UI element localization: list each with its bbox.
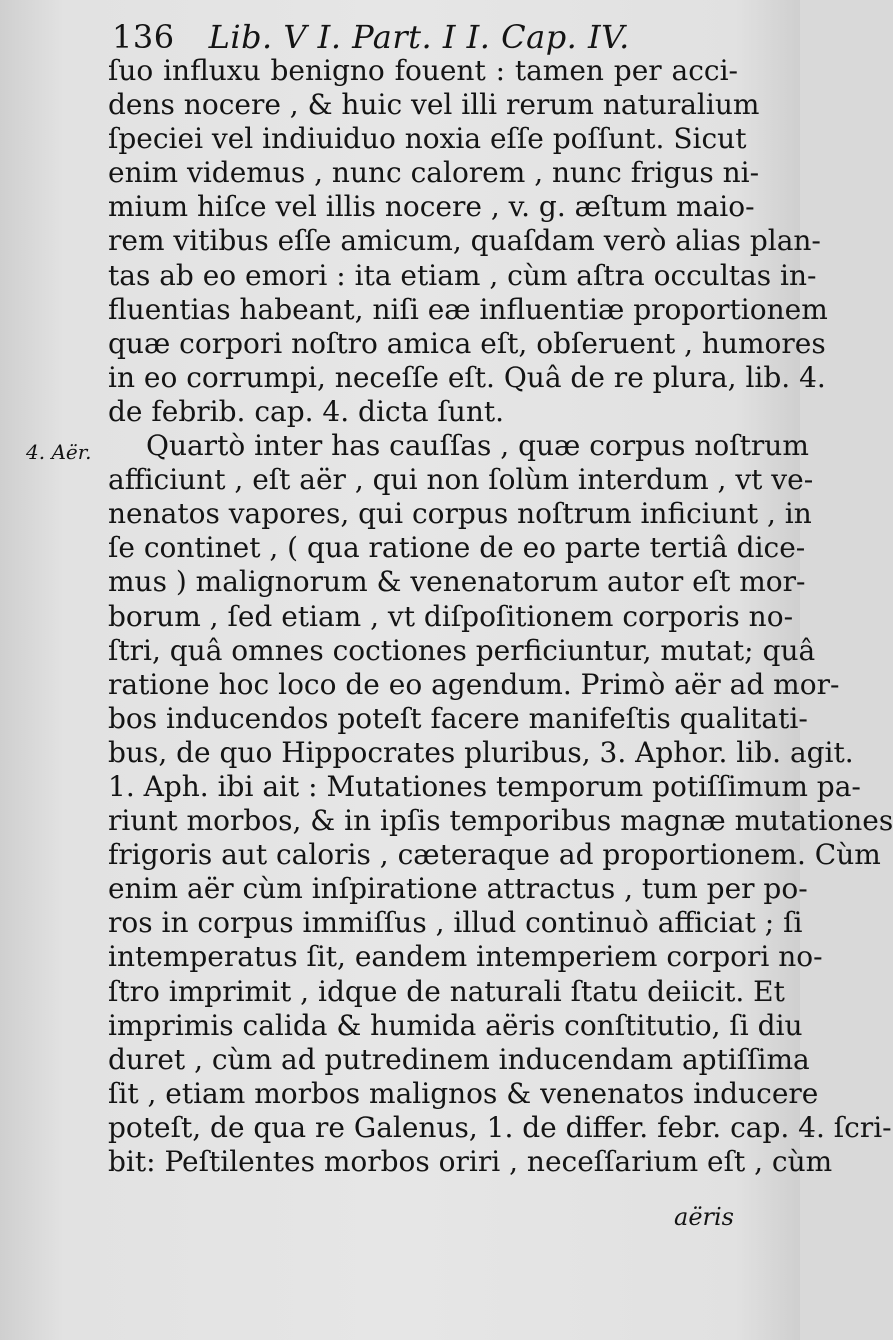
text-line: duret , cùm ad putredinem inducendam aptiſſima [108,1042,810,1076]
text-line: dens nocere , & huic vel illi rerum naturalium [108,88,760,122]
text-line: mium hiſce vel illis nocere , v. g. æſtum maio- [108,190,755,224]
body-text [108,54,893,1179]
text-line: bus, de quo Hippocrates pluribus, 3. Aphor. lib. agit. [108,735,854,769]
text-line: enim videmus , nunc calorem , nunc frigus ni- [108,156,760,190]
text-line: rem vitibus eſſe amicum, quaſdam verò alias plan- [108,224,821,258]
text-line: frigoris aut caloris , cæteraque ad proportionem. Cùm [108,838,881,872]
text-line: mus ) malignorum & venenatorum autor eſt mor- [108,565,806,599]
text-line: imprimis calida & humida aëris conſtitutio, ſi diu [108,1008,803,1042]
text-line: ſit , etiam morbos malignos & venenatos inducere [108,1076,819,1110]
text-line: quæ corpori noſtro amica eſt, obſeruent , humores [108,326,826,360]
text-line: ſtri, quâ omnes coctiones perficiuntur, mutat; quâ [108,633,816,667]
catchword: aëris [674,1203,734,1231]
text-line: poteſt, de qua re Galenus, 1. de differ. febr. cap. 4. ſcri- [108,1110,892,1144]
margin-note: 4. Aër. [26,440,92,464]
running-header [112,18,630,56]
page-number: 136 [112,18,175,56]
text-line: enim aër cùm inſpiratione attractus , tum per po- [108,872,808,906]
text-line: ſuo influxu benigno fouent : tamen per acci- [108,54,738,87]
text-line: bit: Peſtilentes morbos oriri , neceſſarium eſt , cùm [108,1145,833,1178]
text-line: intemperatus ſit, eandem intemperiem corpori no- [108,940,823,974]
text-line: tas ab eo emori : ita etiam , cùm aſtra occultas in- [108,258,817,292]
text-line: ſe continet , ( qua ratione de eo parte tertiâ dice- [108,531,806,565]
text-line: ſpeciei vel indiuiduo noxia eſſe poſſunt. Sicut [108,122,747,156]
text-line: riunt morbos, & in ipſis temporibus magnæ mutationes [108,804,893,838]
text-line: ſtro imprimit , idque de naturali ſtatu deiicit. Et [108,974,785,1008]
text-line: 1. Aph. ibi ait : Mutationes temporum potiſſimum pa- [108,769,861,803]
running-title: Lib. V I. Part. I I. Cap. IV. [208,18,630,56]
text-line: nenatos vapores, qui corpus noſtrum inficiunt , in [108,497,812,531]
text-line: Quartò inter has cauſſas , quæ corpus noſtrum [146,429,809,463]
text-line: de febrib. cap. 4. dicta ſunt. [108,394,505,428]
text-line: borum , ſed etiam , vt diſpoſitionem corporis no- [108,599,794,633]
text-line: afficiunt , eſt aër , qui non ſolùm interdum , vt ve- [108,463,814,497]
text-line: ros in corpus immiſſus , illud continuò afficiat ; ſi [108,906,803,940]
text-line: bos inducendos poteſt facere manifeſtis qualitati- [108,701,808,735]
text-line: in eo corrumpi, neceſſe eſt. Quâ de re plura, lib. 4. [108,360,826,394]
text-line: fluentias habeant, niſi eæ influentiæ proportionem [108,292,828,326]
text-line: ratione hoc loco de eo agendum. Primò aër ad mor- [108,667,840,701]
